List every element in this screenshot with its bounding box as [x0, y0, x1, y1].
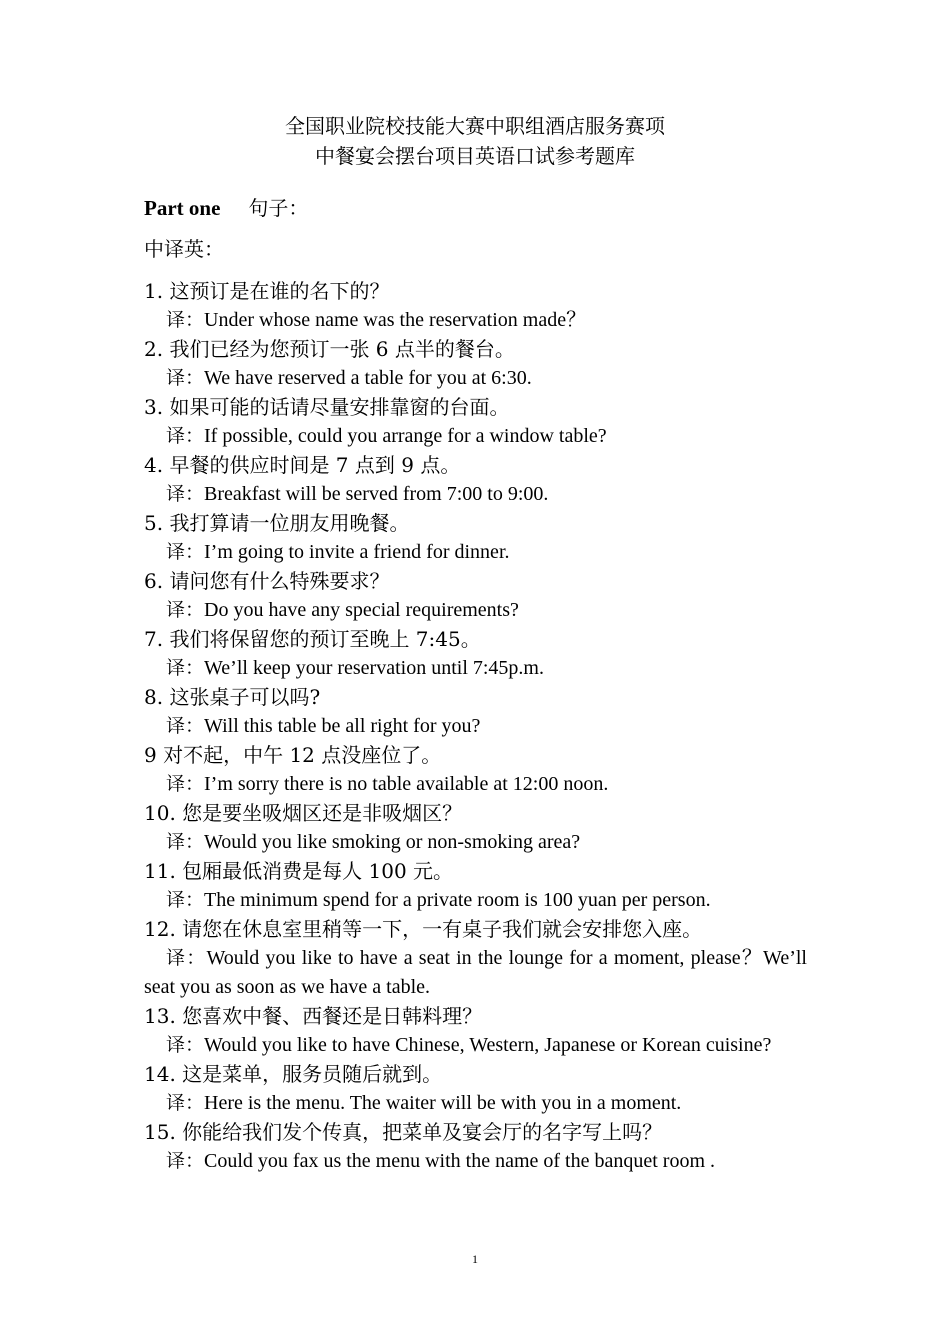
- answer-prefix: 译：: [166, 773, 205, 795]
- question-chinese: 5. 我打算请一位朋友用晚餐。: [144, 511, 410, 535]
- page-number: 1: [472, 1252, 478, 1266]
- answer-text: We have reserved a table for you at 6:30.: [204, 367, 532, 389]
- answer-prefix: 译：: [166, 831, 205, 853]
- answer-prefix: 译：: [166, 599, 205, 621]
- answer-english: [144, 828, 807, 857]
- section-subheading: 中译英：: [144, 237, 224, 261]
- answer-prefix: 译：: [166, 947, 207, 969]
- answer-english: [144, 306, 807, 335]
- question-item: [144, 1060, 807, 1118]
- question-chinese: 2. 我们已经为您预订一张 6 点半的餐台。: [144, 337, 515, 361]
- question-item: [144, 915, 807, 1002]
- answer-text: Would you like smoking or non-smoking area?: [204, 831, 581, 853]
- question-item: [144, 335, 807, 393]
- question-chinese: 11. 包厢最低消费是每人 100 元。: [144, 859, 454, 883]
- answer-english: [144, 364, 807, 393]
- answer-text: Will this table be all right for you?: [204, 715, 481, 737]
- document-title-line1: 全国职业院校技能大赛中职组酒店服务赛项: [285, 114, 665, 138]
- answer-english: [144, 944, 807, 1002]
- question-chinese: 9 对不起，中午 12 点没座位了。: [144, 743, 442, 767]
- answer-prefix: 译：: [166, 309, 205, 331]
- answer-text: Would you like to have a seat in the lounge for a moment, please？We’ll seat you as soon as we have a table.: [144, 947, 807, 998]
- question-chinese: 12. 请您在休息室里稍等一下，一有桌子我们就会安排您入座。: [144, 917, 703, 941]
- part-heading: [144, 194, 308, 222]
- question-chinese: 7. 我们将保留您的预订至晚上 7:45。: [144, 627, 481, 651]
- answer-text: Here is the menu. The waiter will be with you in a moment.: [204, 1092, 682, 1114]
- answer-prefix: 译：: [166, 367, 205, 389]
- answer-text: We’ll keep your reservation until 7:45p.m.: [204, 657, 544, 679]
- question-chinese: 13. 您喜欢中餐、西餐还是日韩料理？: [144, 1004, 483, 1028]
- question-item: [144, 1002, 807, 1060]
- answer-text: The minimum spend for a private room is 100 yuan per person.: [204, 889, 711, 911]
- answer-prefix: 译：: [166, 715, 205, 737]
- answer-prefix: 译：: [166, 657, 205, 679]
- answer-prefix: 译：: [166, 1150, 205, 1172]
- answer-english: [144, 422, 807, 451]
- question-chinese: 6. 请问您有什么特殊要求？: [144, 569, 390, 593]
- answer-text: Would you like to have Chinese, Western, Japanese or Korean cuisine?: [204, 1034, 772, 1056]
- question-item: [144, 277, 807, 335]
- answer-text: Do you have any special requirements?: [204, 599, 519, 621]
- question-item: [144, 393, 807, 451]
- answer-text: Could you fax us the menu with the name of the banquet room .: [204, 1150, 716, 1172]
- answer-english: [144, 1147, 807, 1176]
- answer-english: [144, 596, 807, 625]
- question-item: [144, 741, 807, 799]
- question-chinese: 10. 您是要坐吸烟区还是非吸烟区？: [144, 801, 463, 825]
- question-item: [144, 567, 807, 625]
- question-list: [144, 277, 807, 1176]
- part-subtitle: 句子：: [248, 196, 309, 220]
- answer-english: [144, 770, 807, 799]
- answer-text: Breakfast will be served from 7:00 to 9:00.: [204, 483, 549, 505]
- answer-text: I’m sorry there is no table available at 12:00 noon.: [204, 773, 609, 795]
- question-chinese: 3. 如果可能的话请尽量安排靠窗的台面。: [144, 395, 510, 419]
- question-chinese: 1. 这预订是在谁的名下的？: [144, 279, 390, 303]
- answer-english: [144, 886, 807, 915]
- answer-prefix: 译：: [166, 425, 205, 447]
- question-item: [144, 509, 807, 567]
- question-item: [144, 451, 807, 509]
- question-item: [144, 1118, 807, 1176]
- answer-english: [144, 1089, 807, 1118]
- answer-prefix: 译：: [166, 889, 205, 911]
- answer-prefix: 译：: [166, 483, 205, 505]
- question-item: [144, 857, 807, 915]
- answer-prefix: 译：: [166, 1092, 205, 1114]
- answer-english: [144, 538, 807, 567]
- answer-english: [144, 654, 807, 683]
- answer-english: [144, 1031, 807, 1060]
- question-item: [144, 683, 807, 741]
- part-label: Part one: [144, 196, 221, 220]
- question-chinese: 15. 你能给我们发个传真，把菜单及宴会厅的名字写上吗？: [144, 1120, 663, 1144]
- answer-text: If possible, could you arrange for a window table?: [204, 425, 607, 447]
- question-chinese: 4. 早餐的供应时间是 7 点到 9 点。: [144, 453, 461, 477]
- question-chinese: 14. 这是菜单，服务员随后就到。: [144, 1062, 443, 1086]
- answer-prefix: 译：: [166, 1034, 205, 1056]
- answer-prefix: 译：: [166, 541, 205, 563]
- answer-english: [144, 712, 807, 741]
- answer-text: I’m going to invite a friend for dinner.: [204, 541, 510, 563]
- document-title-line2: 中餐宴会摆台项目英语口试参考题库: [315, 144, 635, 168]
- answer-english: [144, 480, 807, 509]
- question-chinese: 8. 这张桌子可以吗?: [144, 685, 321, 709]
- question-item: [144, 625, 807, 683]
- question-item: [144, 799, 807, 857]
- answer-text: Under whose name was the reservation made？: [204, 309, 587, 331]
